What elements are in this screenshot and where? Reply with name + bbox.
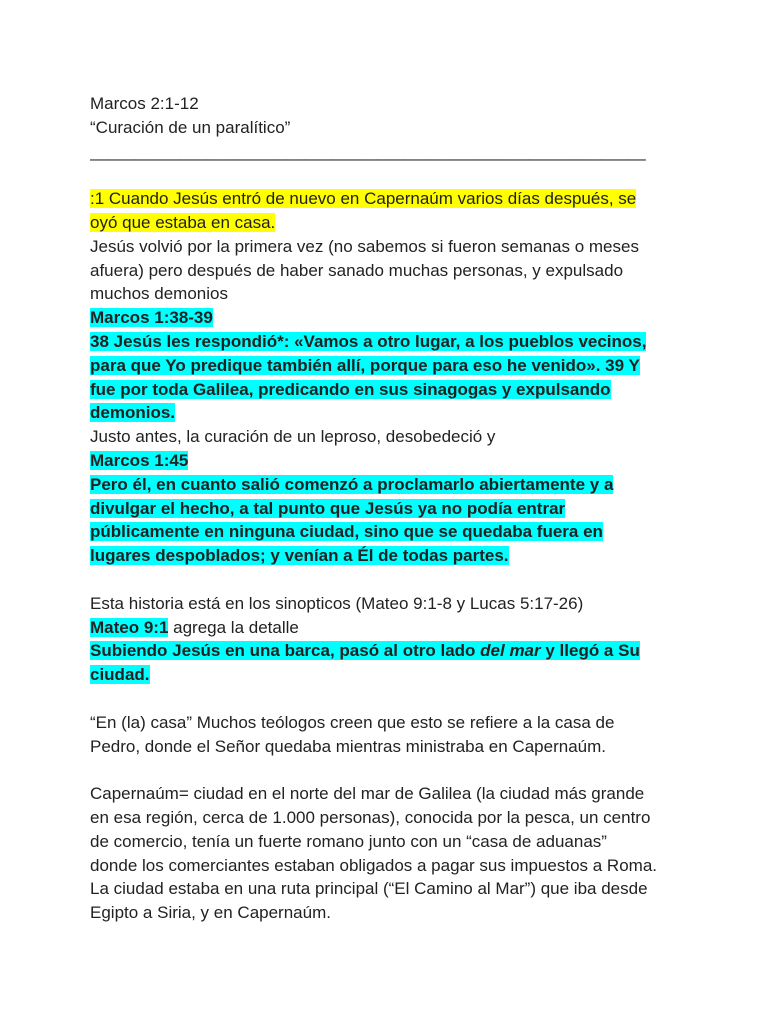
paragraph-line: Capernaúm= ciudad en el norte del mar de Galilea (la ciudad más grande	[90, 784, 645, 804]
quote-line: lugares despoblados; y venían a Él de todas partes.	[90, 546, 509, 566]
paragraph-capernaum	[90, 782, 685, 925]
quote-line: Pero él, en cuanto salió comenzó a proclamarlo abiertamente y a	[90, 474, 614, 494]
quote-line: demonios.	[90, 403, 176, 423]
quote-line: públicamente en ninguna ciudad, sino que se quedaba fuera en	[90, 522, 603, 542]
quote-line	[90, 641, 640, 660]
quote-line: 38 Jesús les respondió*: «Vamos a otro lugar, a los pueblos vecinos,	[90, 331, 647, 351]
quote-intro-text: agrega la detalle	[168, 617, 299, 637]
quote-marcos-1-45	[90, 449, 685, 568]
passage-reference: Marcos 2:1-12	[90, 94, 199, 113]
paragraph-line: Egipto a Siria, y en Capernaúm.	[90, 903, 331, 923]
paragraph-return	[90, 235, 685, 306]
paragraph-line: en esa región, cerca de 1.000 personas), conocida por la pesca, un centro	[90, 807, 651, 827]
quote-line: fue por toda Galilea, predicando en sus sinagogas y expulsando	[90, 379, 611, 399]
spacer	[90, 568, 685, 592]
paragraph-line: muchos demonios	[90, 284, 228, 304]
paragraph-line: donde los comerciantes estaban obligados a pagar sus impuestos a Roma.	[90, 855, 658, 875]
quote-line: divulgar el hecho, a tal punto que Jesús ya no podía entrar	[90, 498, 566, 518]
paragraph-house	[90, 711, 685, 759]
quote-text: y llegó a Su	[540, 641, 640, 661]
quote-reference: Marcos 1:38-39	[90, 308, 213, 328]
verse-1	[90, 187, 685, 235]
spacer	[90, 687, 685, 711]
document-title: “Curación de un paralítico”	[90, 117, 291, 137]
quote-line: para que Yo predique también allí, porque para eso he venido». 39 Y	[90, 355, 640, 375]
spacer	[90, 758, 685, 782]
quote-reference: Marcos 1:45	[90, 450, 189, 470]
document-body	[90, 92, 685, 925]
verse-1-line: oyó que estaba en casa.	[90, 212, 276, 232]
paragraph-line: de comercio, tenía un fuerte romano junto con un “casa de aduanas”	[90, 831, 607, 851]
verse-1-line: :1 Cuando Jesús entró de nuevo en Capernaúm varios días después, se	[90, 189, 637, 209]
paragraph-synoptics: Esta historia está en los sinopticos (Mateo 9:1-8 y Lucas 5:17-26)	[90, 593, 584, 613]
title-underline-rule: ______________________________________________________________	[90, 141, 646, 161]
paragraph-line: “En (la) casa” Muchos teólogos creen que esto se refiere a la casa de	[90, 712, 615, 732]
paragraph-line: Jesús volvió por la primera vez (no sabemos si fueron semanas o meses	[90, 236, 639, 256]
quote-mateo-9-1	[90, 616, 685, 687]
quote-italic-text: del mar	[480, 641, 541, 661]
quote-line: ciudad.	[90, 665, 150, 685]
paragraph-line: afuera) pero después de haber sanado muchas personas, y expulsado	[90, 260, 624, 280]
paragraph-line: Pedro, donde el Señor quedaba mientras ministraba en Capernaúm.	[90, 736, 606, 756]
spacer	[90, 163, 685, 187]
quote-reference: Mateo 9:1	[90, 617, 169, 637]
quote-marcos-1-38	[90, 306, 685, 425]
paragraph-leper: Justo antes, la curación de un leproso, desobedeció y	[90, 427, 496, 447]
quote-text: Subiendo Jesús en una barca, pasó al otro lado	[90, 641, 481, 661]
paragraph-line: La ciudad estaba en una ruta principal (“El Camino al Mar”) que iba desde	[90, 879, 648, 899]
